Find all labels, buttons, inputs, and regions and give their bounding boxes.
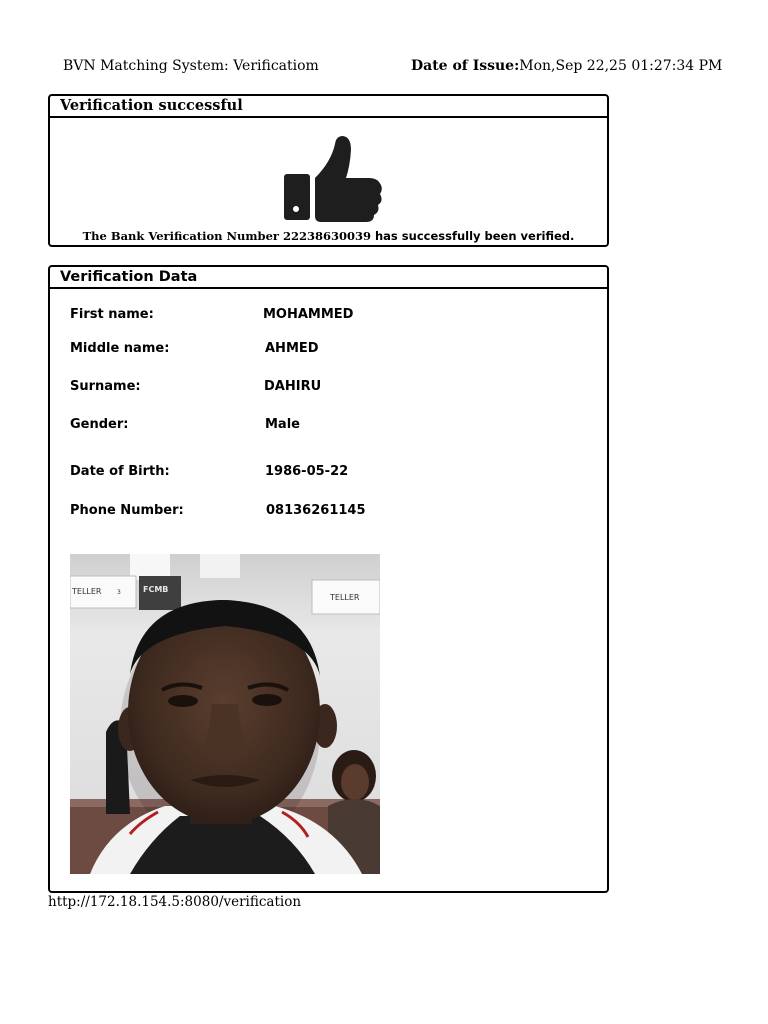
- verification-success-panel: [48, 94, 609, 247]
- system-title: BVN Matching System: Verificatiom: [63, 58, 319, 74]
- issue-date-value: Mon,Sep 22,25 01:27:34 PM: [519, 58, 723, 74]
- first-name-value: MOHAMMED: [263, 307, 354, 322]
- page-url: http://172.18.154.5:8080/verification: [48, 894, 302, 910]
- date-of-birth-label: Date of Birth:: [70, 464, 170, 479]
- portrait-illustration: [70, 554, 380, 874]
- first-name-label: First name:: [70, 307, 154, 322]
- gender-value: Male: [265, 417, 300, 432]
- teller-sign-left-number: 3: [117, 589, 121, 596]
- fcmb-sign: FCMB: [143, 585, 169, 594]
- middle-name-value: AHMED: [265, 341, 319, 356]
- success-message: [50, 229, 607, 243]
- surname-label: Surname:: [70, 379, 141, 394]
- date-of-birth-value: 1986-05-22: [265, 464, 349, 479]
- issue-date-label: Date of Issue:: [411, 58, 520, 74]
- thumbs-up-icon: [284, 134, 384, 226]
- gender-label: Gender:: [70, 417, 129, 432]
- phone-number-label: Phone Number:: [70, 503, 184, 518]
- success-message-tail: has successfully been verified.: [370, 229, 575, 243]
- issue-date-line: [411, 58, 722, 74]
- success-panel-title: Verification successful: [50, 96, 607, 118]
- teller-sign-right: TELLER: [330, 593, 360, 602]
- surname-value: DAHIRU: [264, 379, 322, 394]
- verification-data-panel: [48, 265, 609, 893]
- success-message-lead: The Bank Verification Number 22238630039: [82, 229, 371, 243]
- phone-number-value: 08136261145: [266, 503, 366, 518]
- middle-name-label: Middle name:: [70, 341, 170, 356]
- teller-sign-left: TELLER: [72, 587, 102, 596]
- data-panel-title: Verification Data: [50, 267, 607, 289]
- customer-photo: [70, 554, 380, 874]
